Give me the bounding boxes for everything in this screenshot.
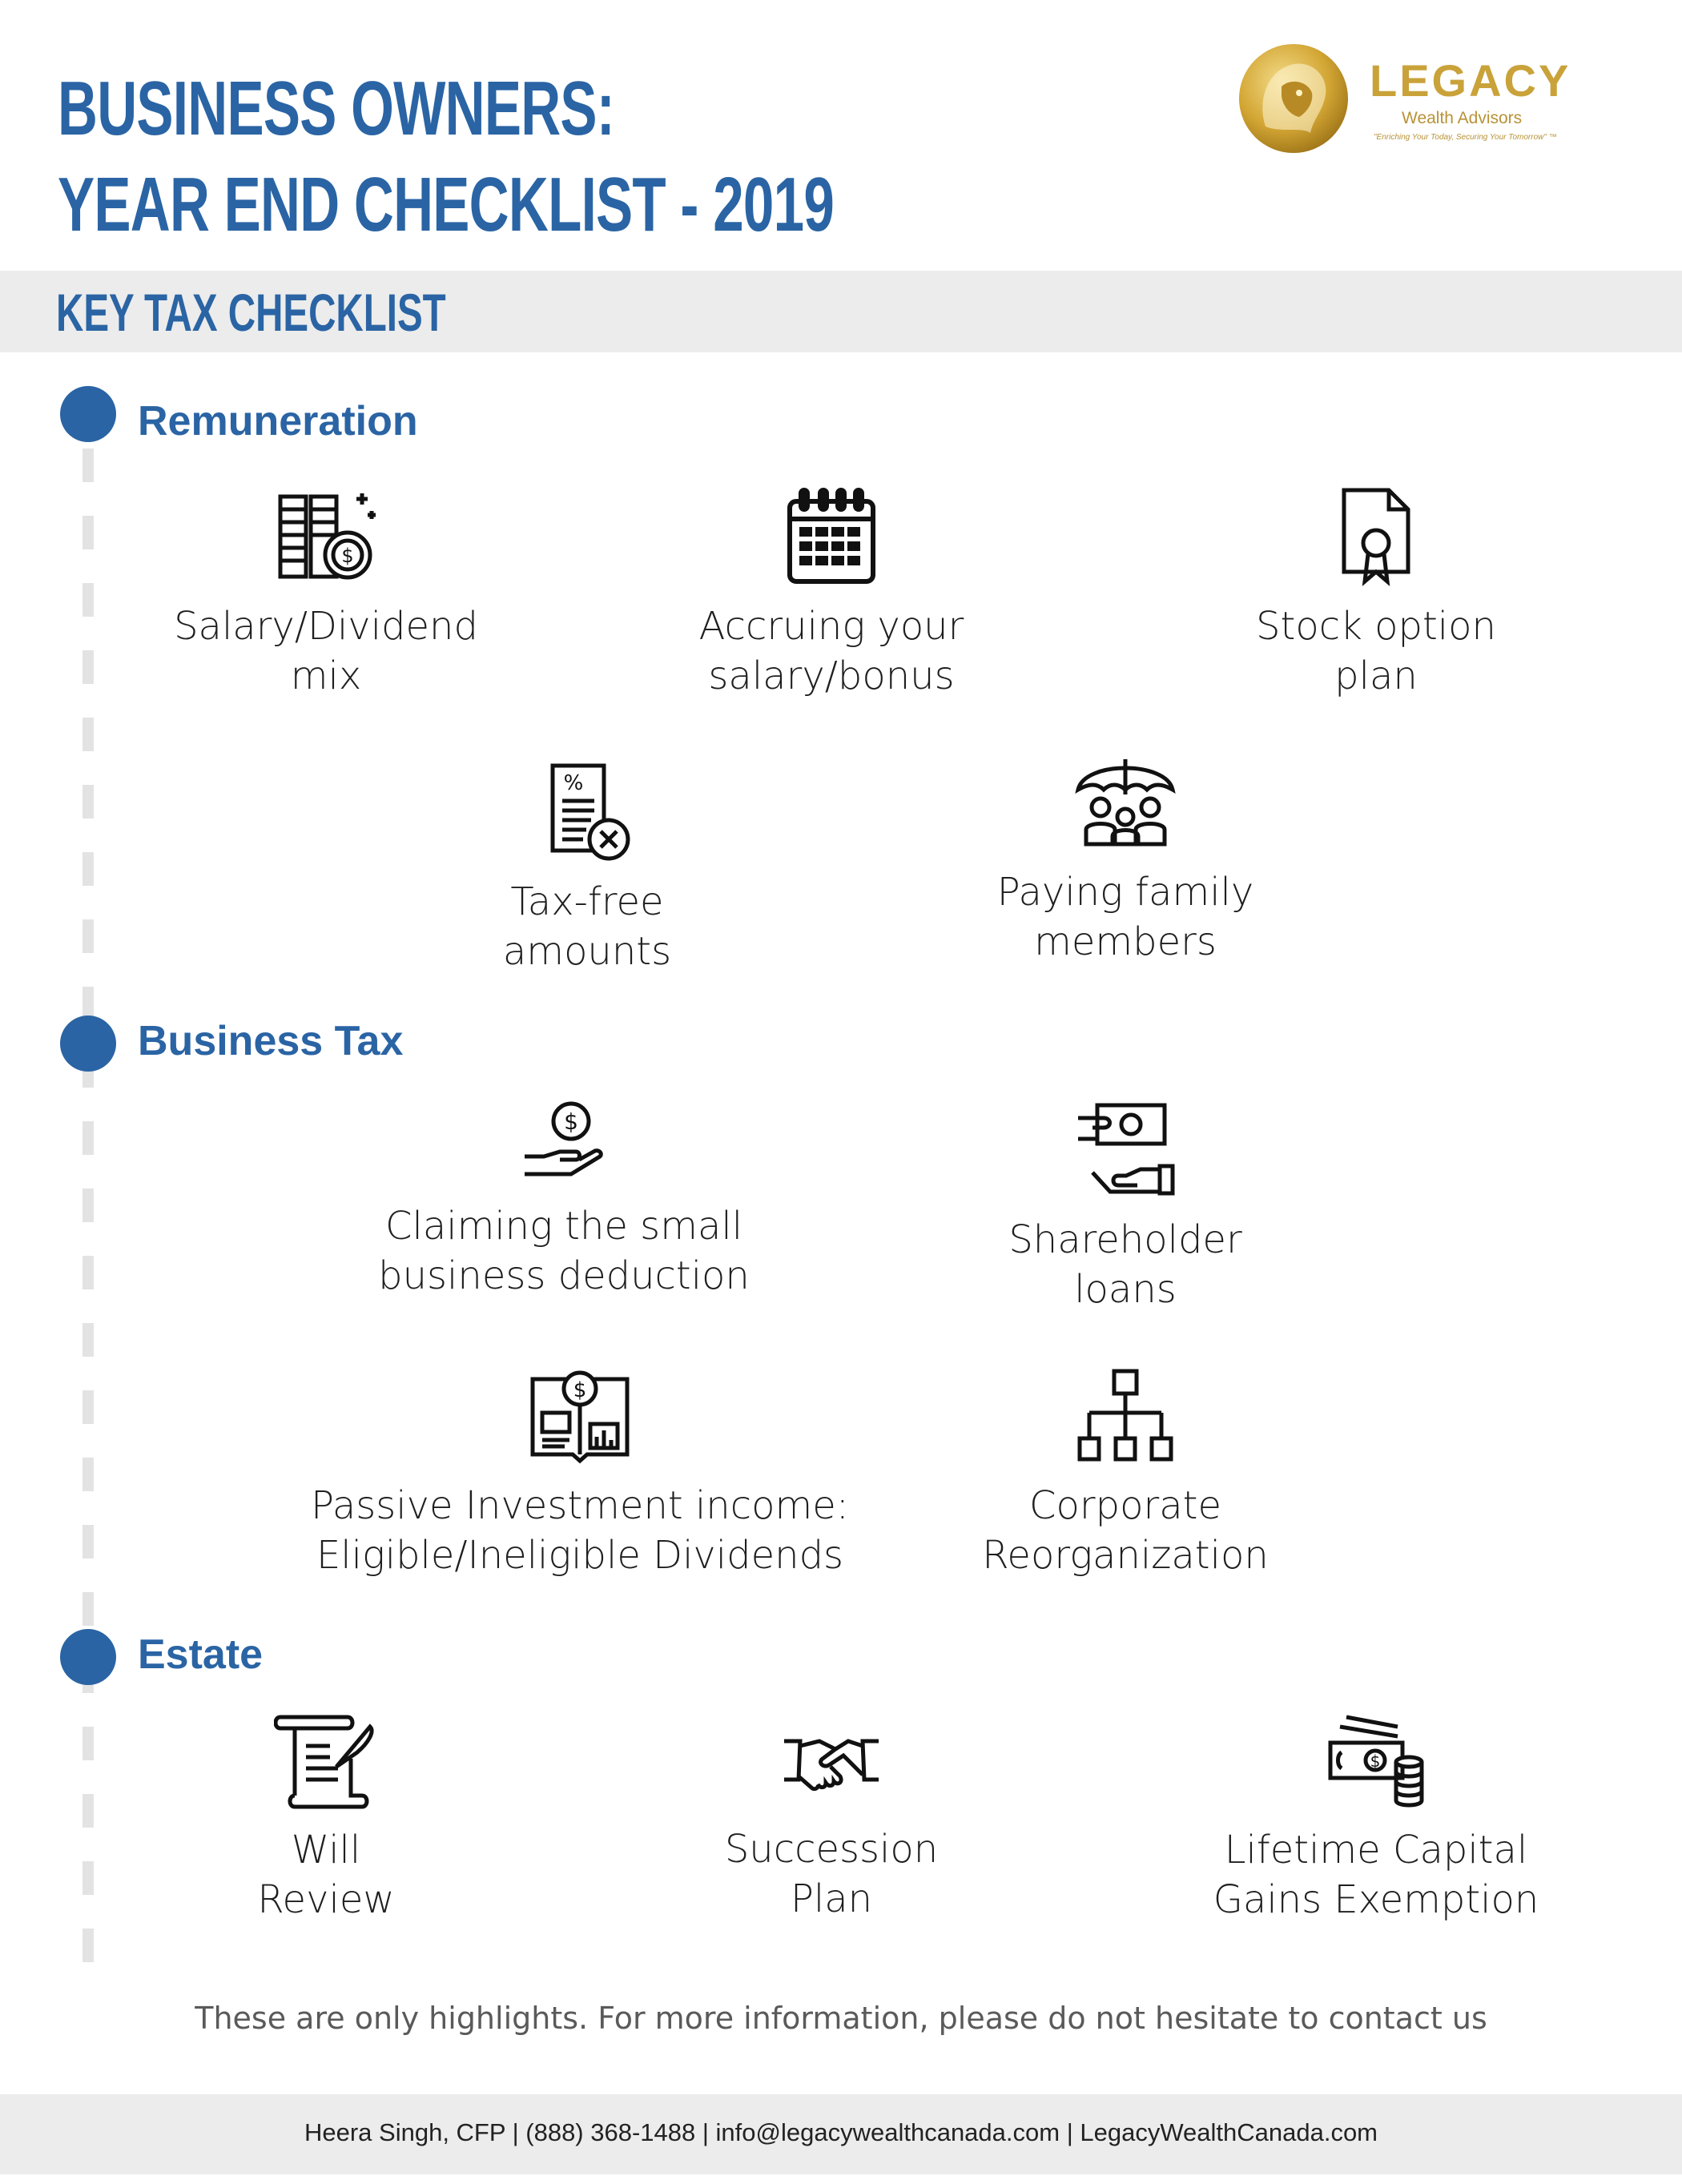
cash-hands-icon [1073, 1100, 1177, 1201]
checklist-item [1096, 487, 1656, 701]
item-label-line: Accruing your [698, 604, 964, 649]
money-coins-icon [1324, 1711, 1428, 1811]
item-label-line: loans [1074, 1267, 1177, 1312]
scroll-quill-icon [274, 1711, 378, 1811]
certificate-document-icon [1336, 487, 1416, 587]
coins-icon [274, 487, 378, 587]
legacy-logo [1233, 38, 1570, 159]
section-marker-estate [60, 1629, 116, 1685]
section-title-business-tax: Business Tax [138, 1018, 404, 1064]
checklist-item [1096, 1711, 1656, 1925]
item-label-line: Tax-free [510, 879, 664, 924]
disclaimer-note: These are only highlights. For more information, please do not hesitate to contact us [195, 2001, 1487, 2036]
lion-logo-icon [1233, 38, 1354, 159]
item-label-line: Reorganization [982, 1533, 1269, 1578]
investment-book-icon [528, 1366, 632, 1466]
logo-tagline: "Enriching Your Today, Securing Your Tomorrow" ™ [1374, 133, 1557, 142]
item-label-line: Passive Investment income: [311, 1483, 849, 1528]
handshake-icon [779, 1730, 883, 1810]
item-label-line: Claiming the small [384, 1204, 743, 1249]
logo-subtitle: Wealth Advisors [1402, 109, 1523, 127]
family-umbrella-icon [1073, 753, 1177, 853]
checklist-item [551, 1730, 1112, 1924]
logo-name: LEGACY [1370, 55, 1571, 106]
page-title-line-2: YEAR END CHECKLIST - 2019 [58, 162, 835, 247]
section-marker-remuneration [60, 386, 116, 442]
item-label-line: Shareholder [1008, 1217, 1242, 1262]
item-label-line: Gains Exemption [1213, 1877, 1539, 1922]
item-label-line: business deduction [378, 1253, 750, 1298]
section-marker-business-tax [60, 1016, 116, 1072]
svg-text:%: % [563, 771, 584, 795]
footer-contact: Heera Singh, CFP | (888) 368-1488 | info@legacywealthcanada.com | LegacyWealthCanada.com [304, 2118, 1378, 2146]
checklist-item [46, 487, 606, 701]
calendar-icon [783, 487, 879, 587]
section-title-estate: Estate [138, 1631, 264, 1678]
svg-text:$: $ [1370, 1752, 1381, 1771]
section-band-title: KEY TAX CHECKLIST [56, 283, 446, 342]
item-label-line: Review [257, 1877, 395, 1922]
checklist-item [845, 753, 1406, 967]
item-label-line: members [1034, 919, 1217, 964]
item-label-line: Succession [724, 1827, 939, 1872]
item-label-line: mix [290, 654, 362, 698]
section-title-remuneration: Remuneration [138, 398, 418, 444]
checklist-item [46, 1711, 606, 1925]
svg-text:$: $ [341, 545, 354, 567]
tax-document-icon [535, 762, 639, 863]
item-label-line: Will [291, 1828, 361, 1872]
item-label-line: salary/bonus [708, 654, 955, 698]
checklist-item [300, 1366, 860, 1580]
item-label-line: Eligible/Ineligible Dividends [316, 1533, 844, 1578]
item-label-line: Salary/Dividend [174, 604, 478, 649]
item-label-line: Stock option [1256, 604, 1496, 649]
item-label-line: plan [1334, 654, 1418, 698]
checklist-item [845, 1366, 1406, 1580]
svg-text:$: $ [573, 1378, 587, 1402]
checklist-item [307, 762, 867, 976]
checklist-item [845, 1100, 1406, 1314]
hand-dollar-icon [520, 1099, 608, 1187]
checklist-item [551, 487, 1112, 701]
page-title-line-1: BUSINESS OWNERS: [58, 66, 615, 151]
item-label-line: Plan [790, 1876, 873, 1921]
item-label-line: Lifetime Capital [1224, 1828, 1528, 1872]
item-label-line: Corporate [1029, 1483, 1221, 1528]
item-label-line: amounts [502, 929, 672, 974]
checklist-item [284, 1099, 844, 1301]
item-label-line: Paying family [996, 870, 1254, 915]
org-chart-icon [1073, 1366, 1177, 1466]
svg-text:$: $ [564, 1108, 578, 1135]
